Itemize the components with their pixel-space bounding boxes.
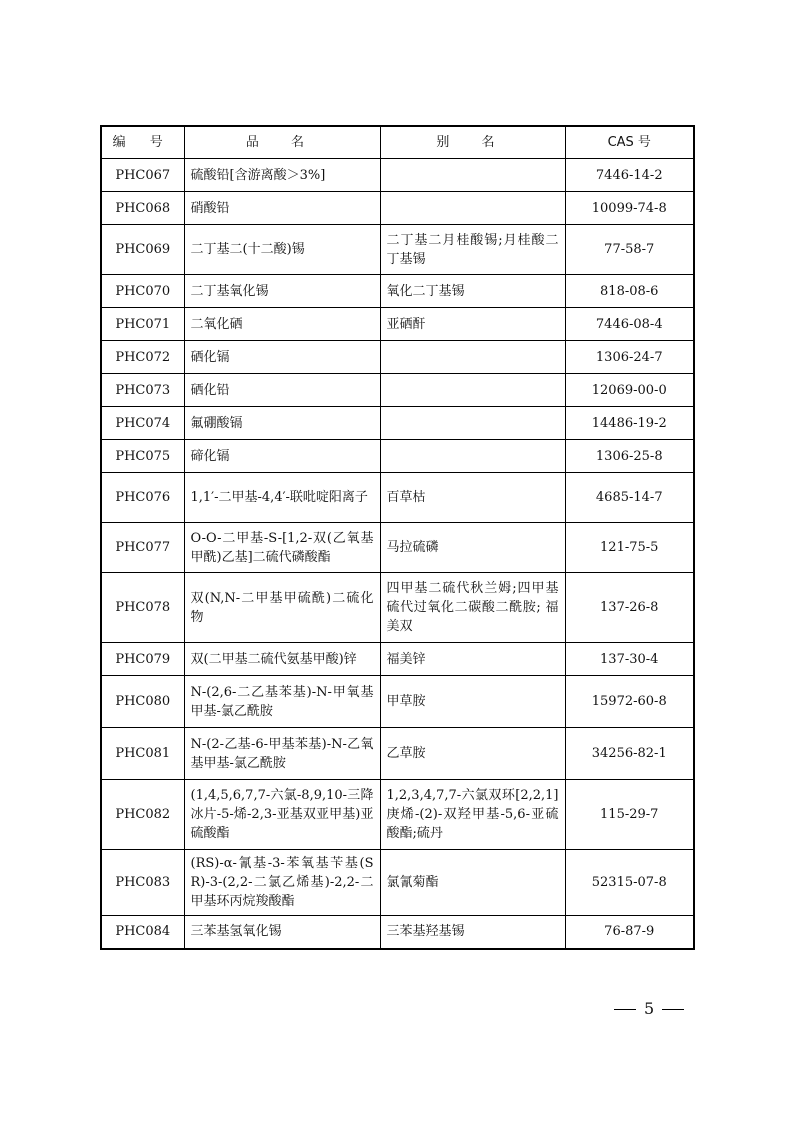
cell-cas: 115-29-7 xyxy=(565,780,694,850)
cell-cas: 34256-82-1 xyxy=(565,728,694,780)
table-row xyxy=(101,473,694,523)
page-footer xyxy=(614,999,684,1018)
cell-name: 氟硼酸镉 xyxy=(184,407,380,440)
cell-name: 二丁基二(十二酸)锡 xyxy=(184,225,380,275)
cell-cas: 76-87-9 xyxy=(565,916,694,949)
cell-code: PHC078 xyxy=(101,573,184,643)
cell-cas: 77-58-7 xyxy=(565,225,694,275)
cell-name: 二丁基氧化锡 xyxy=(184,275,380,308)
cell-cas: 1306-25-8 xyxy=(565,440,694,473)
cell-code: PHC081 xyxy=(101,728,184,780)
cell-name: 硫酸铅[含游离酸＞3%] xyxy=(184,159,380,192)
cell-alias: 甲草胺 xyxy=(380,676,565,728)
cell-code: PHC070 xyxy=(101,275,184,308)
cell-code: PHC067 xyxy=(101,159,184,192)
table-row xyxy=(101,374,694,407)
table-header-row xyxy=(101,126,694,159)
cell-alias: 乙草胺 xyxy=(380,728,565,780)
cell-name: 二氧化硒 xyxy=(184,308,380,341)
cell-cas: 7446-14-2 xyxy=(565,159,694,192)
cell-alias: 二丁基二月桂酸锡;月桂酸二丁基锡 xyxy=(380,225,565,275)
cell-alias: 1,2,3,4,7,7-六氯双环[2,2,1]庚烯-(2)-双羟甲基-5,6-亚硫酸酯;硫丹 xyxy=(380,780,565,850)
table-row xyxy=(101,523,694,573)
cell-alias: 百草枯 xyxy=(380,473,565,523)
cell-code: PHC083 xyxy=(101,850,184,916)
cell-alias: 福美锌 xyxy=(380,643,565,676)
cell-code: PHC071 xyxy=(101,308,184,341)
table-row xyxy=(101,780,694,850)
chemical-table xyxy=(100,125,695,950)
cell-alias: 马拉硫磷 xyxy=(380,523,565,573)
table-row xyxy=(101,341,694,374)
table-row xyxy=(101,407,694,440)
table-row xyxy=(101,275,694,308)
cell-name: 硝酸铅 xyxy=(184,192,380,225)
cell-alias xyxy=(380,440,565,473)
table-row xyxy=(101,308,694,341)
cell-code: PHC074 xyxy=(101,407,184,440)
cell-alias: 亚硒酐 xyxy=(380,308,565,341)
cell-code: PHC073 xyxy=(101,374,184,407)
cell-name: N-(2,6-二乙基苯基)-N-甲氧基甲基-氯乙酰胺 xyxy=(184,676,380,728)
cell-code: PHC084 xyxy=(101,916,184,949)
header-cas: CAS 号 xyxy=(565,126,694,159)
cell-alias xyxy=(380,374,565,407)
cell-cas: 4685-14-7 xyxy=(565,473,694,523)
cell-name: (RS)-α-氰基-3-苯氧基苄基(SR)-3-(2,2-二氯乙烯基)-2,2-二甲基环丙烷羧酸酯 xyxy=(184,850,380,916)
cell-name: O-O-二甲基-S-[1,2-双(乙氧基甲酰)乙基]二硫代磷酸酯 xyxy=(184,523,380,573)
cell-name: (1,4,5,6,7,7-六氯-8,9,10-三降冰片-5-烯-2,3-亚基双亚甲基)亚硫酸酯 xyxy=(184,780,380,850)
cell-name: 双(二甲基二硫代氨基甲酸)锌 xyxy=(184,643,380,676)
cell-cas: 137-26-8 xyxy=(565,573,694,643)
table-row xyxy=(101,192,694,225)
table-row xyxy=(101,850,694,916)
cell-code: PHC080 xyxy=(101,676,184,728)
cell-cas: 10099-74-8 xyxy=(565,192,694,225)
cell-alias xyxy=(380,192,565,225)
cell-name: N-(2-乙基-6-甲基苯基)-N-乙氧基甲基-氯乙酰胺 xyxy=(184,728,380,780)
header-code: 编 号 xyxy=(101,126,184,159)
cell-code: PHC079 xyxy=(101,643,184,676)
cell-code: PHC068 xyxy=(101,192,184,225)
cell-alias: 氯氰菊酯 xyxy=(380,850,565,916)
table-row xyxy=(101,676,694,728)
cell-code: PHC075 xyxy=(101,440,184,473)
cell-alias xyxy=(380,341,565,374)
cell-cas: 1306-24-7 xyxy=(565,341,694,374)
cell-name: 碲化镉 xyxy=(184,440,380,473)
table-row xyxy=(101,159,694,192)
cell-cas: 14486-19-2 xyxy=(565,407,694,440)
cell-cas: 12069-00-0 xyxy=(565,374,694,407)
cell-alias: 氧化二丁基锡 xyxy=(380,275,565,308)
table-row xyxy=(101,573,694,643)
cell-cas: 52315-07-8 xyxy=(565,850,694,916)
cell-cas: 137-30-4 xyxy=(565,643,694,676)
cell-cas: 818-08-6 xyxy=(565,275,694,308)
cell-alias: 四甲基二硫代秋兰姆;四甲基硫代过氧化二碳酸二酰胺; 福美双 xyxy=(380,573,565,643)
cell-name: 硒化镉 xyxy=(184,341,380,374)
cell-cas: 7446-08-4 xyxy=(565,308,694,341)
cell-name: 硒化铅 xyxy=(184,374,380,407)
cell-code: PHC077 xyxy=(101,523,184,573)
cell-code: PHC072 xyxy=(101,341,184,374)
table-row xyxy=(101,728,694,780)
cell-code: PHC076 xyxy=(101,473,184,523)
table-row xyxy=(101,916,694,949)
table-row xyxy=(101,643,694,676)
cell-code: PHC069 xyxy=(101,225,184,275)
page-number: 5 xyxy=(644,999,655,1018)
footer-dash-right xyxy=(662,1009,684,1010)
cell-name: 双(N,N-二甲基甲硫酰)二硫化物 xyxy=(184,573,380,643)
cell-code: PHC082 xyxy=(101,780,184,850)
cell-alias: 三苯基羟基锡 xyxy=(380,916,565,949)
cell-alias xyxy=(380,407,565,440)
cell-cas: 121-75-5 xyxy=(565,523,694,573)
table-body xyxy=(101,159,694,949)
cell-name: 1,1′-二甲基-4,4′-联吡啶阳离子 xyxy=(184,473,380,523)
header-name: 品 名 xyxy=(184,126,380,159)
footer-dash-left xyxy=(614,1009,636,1010)
cell-alias xyxy=(380,159,565,192)
table-row xyxy=(101,440,694,473)
header-alias: 别 名 xyxy=(380,126,565,159)
cell-name: 三苯基氢氧化锡 xyxy=(184,916,380,949)
table-row xyxy=(101,225,694,275)
cell-cas: 15972-60-8 xyxy=(565,676,694,728)
